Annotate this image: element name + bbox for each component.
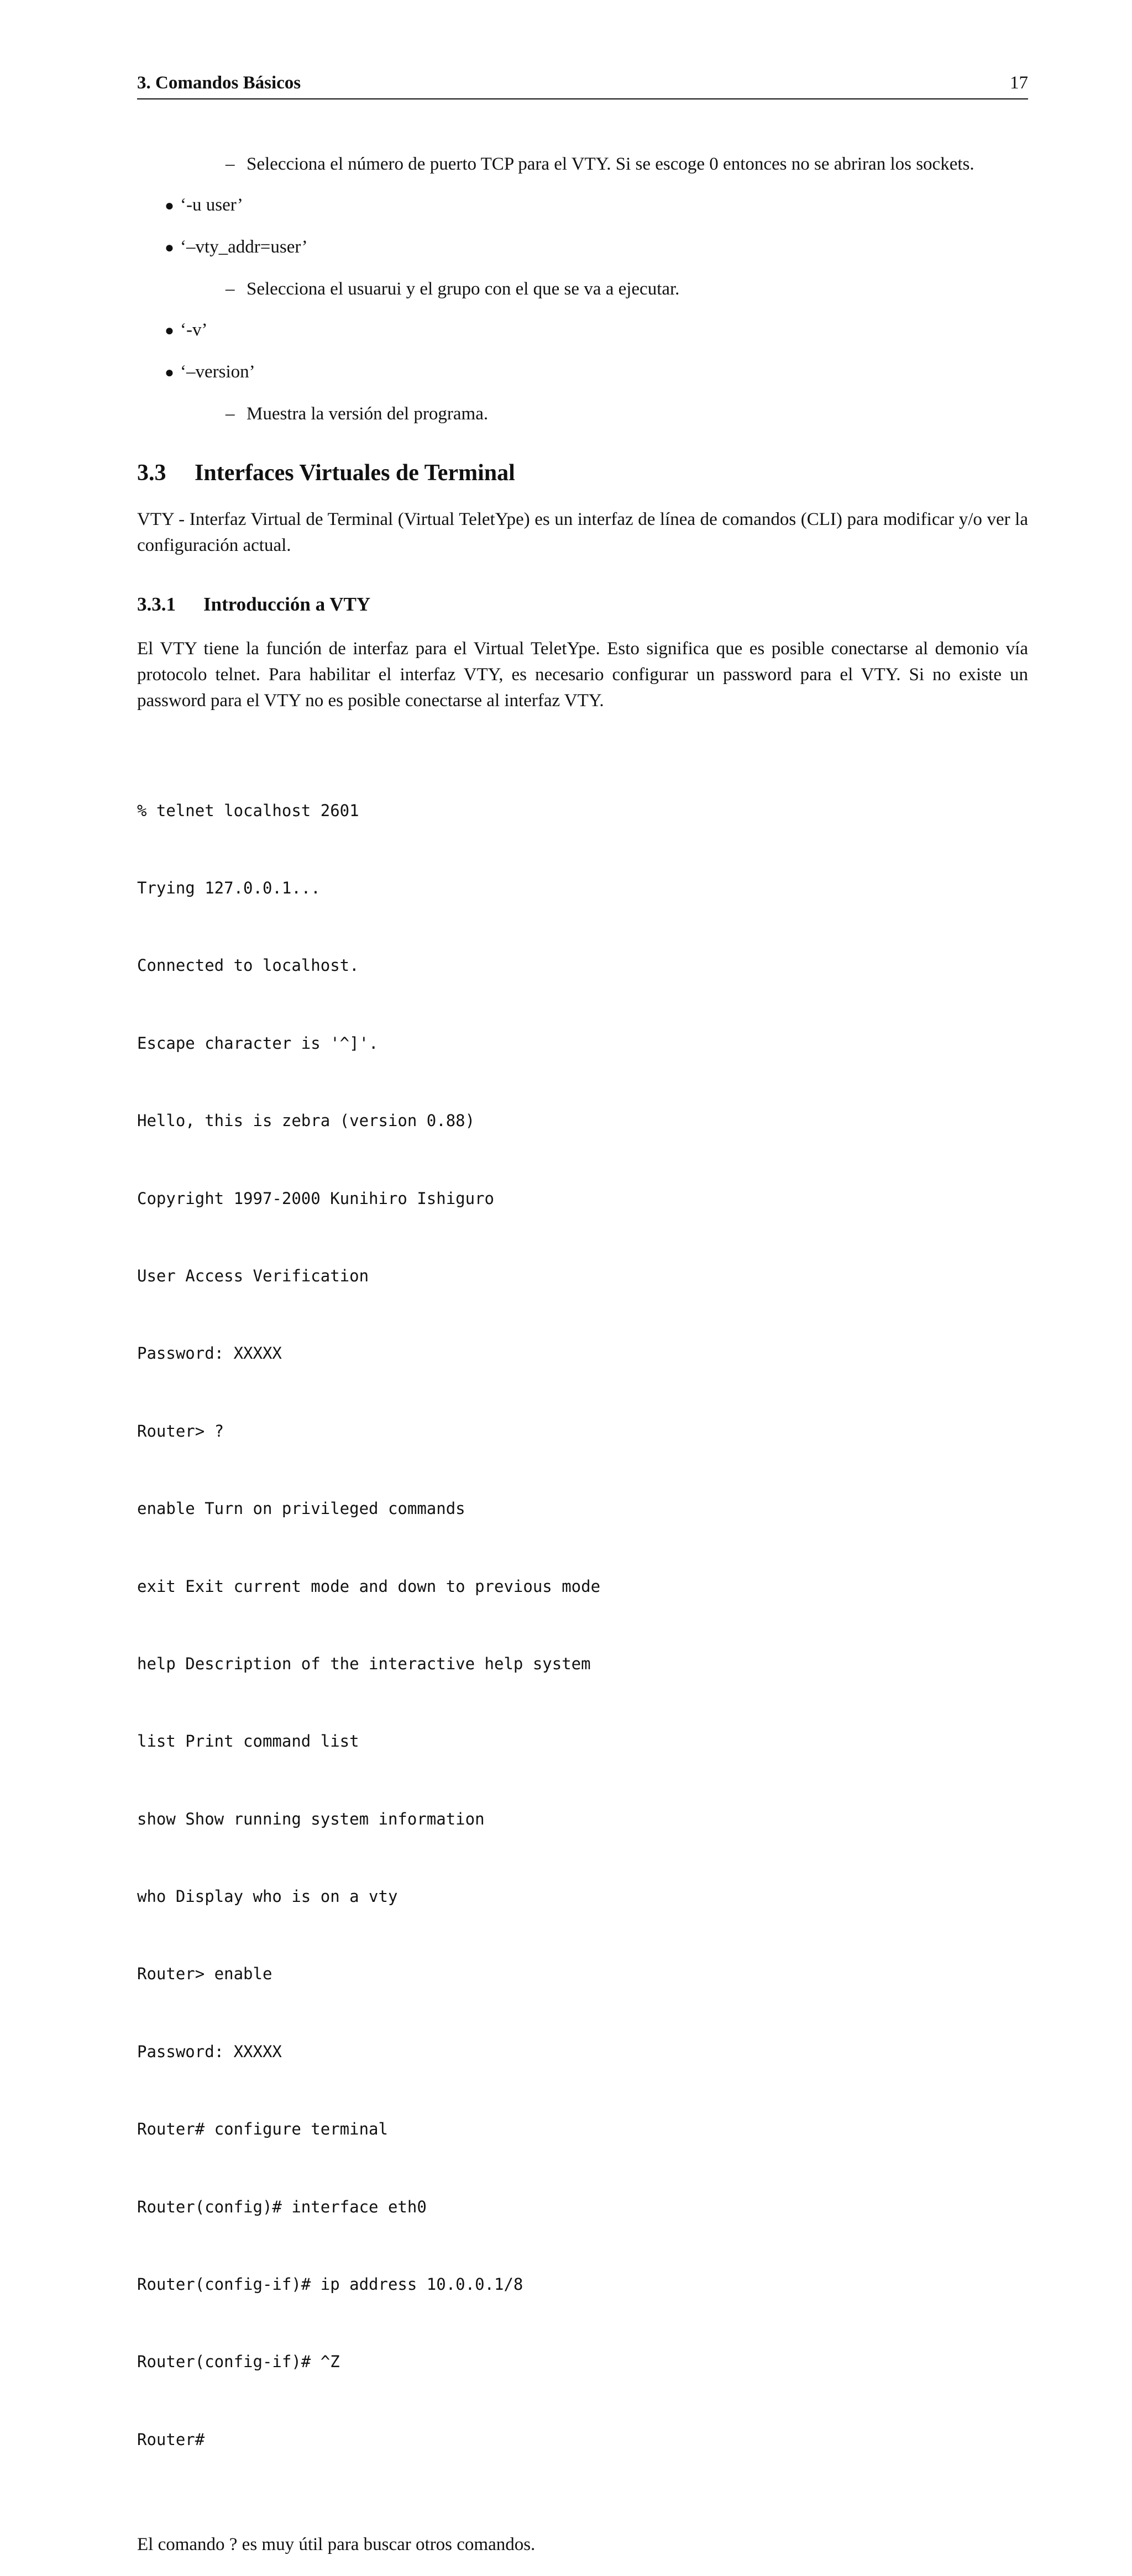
option-item	[165, 318, 1028, 343]
code-line: help Description of the interactive help system	[137, 1654, 591, 1673]
code-line: Hello, this is zebra (version 0.88)	[137, 1111, 475, 1131]
dash-marker: –	[226, 154, 235, 174]
option-item	[165, 235, 1028, 260]
section-paragraph: VTY - Interfaz Virtual de Terminal (Virtual TeletYpe) es un interfaz de línea de comandos (CLI) para modificar y/o ver la configuración actual.	[137, 509, 1028, 555]
code-line: list Print command list	[137, 1732, 359, 1751]
option-description	[226, 152, 1028, 176]
option-description	[226, 402, 1028, 426]
code-line: show Show running system information	[137, 1809, 485, 1828]
option-item	[165, 193, 1028, 218]
code-line: Trying 127.0.0.1...	[137, 878, 321, 897]
section-title: Interfaces Virtuales de Terminal	[195, 460, 515, 486]
code-line: Router# configure terminal	[137, 2120, 388, 2139]
page-number: 17	[1010, 73, 1028, 93]
option-flag: ‘-u user’	[180, 195, 243, 215]
code-line: who Display who is on a vty	[137, 1887, 398, 1906]
code-line: User Access Verification	[137, 1266, 369, 1285]
code-line: Copyright 1997-2000 Kunihiro Ishiguro	[137, 1189, 495, 1208]
code-line: Escape character is '^]'.	[137, 1033, 379, 1053]
section-number: 3.3	[137, 460, 166, 486]
bullet-icon: ●	[165, 322, 174, 339]
code-line: Router> enable	[137, 1964, 272, 1984]
option-description	[226, 277, 1028, 301]
subsection-paragraph: El VTY tiene la función de interfaz para el Virtual TeletYpe. Esto significa que es posible conectarse al demonio vía protocolo telnet. Para habilitar el interfaz VTY, es necesario configurar un password para el VTY. Si no existe un password para el VTY no es posible conectarse al interfaz VTY.	[137, 639, 1028, 711]
code-line: Router(config-if)# ^Z	[137, 2352, 340, 2372]
code-line: exit Exit current mode and down to previous mode	[137, 1576, 601, 1596]
option-flag: ‘–version’	[180, 362, 255, 382]
section-heading	[137, 458, 1028, 488]
code-line: Router> ?	[137, 1421, 224, 1441]
dash-marker: –	[226, 279, 235, 299]
closing-paragraph: El comando ? es muy útil para buscar otros comandos.	[137, 2535, 536, 2555]
code-line: Router(config)# interface eth0	[137, 2197, 427, 2216]
bullet-icon: ●	[165, 364, 174, 381]
code-line: Password: XXXXX	[137, 1344, 282, 1363]
chapter-title: 3. Comandos Básicos	[137, 73, 301, 93]
code-line: enable Turn on privileged commands	[137, 1499, 465, 1518]
document-page	[137, 71, 1028, 2576]
bullet-icon: ●	[165, 197, 174, 214]
subsection-title: Introducción a VTY	[203, 593, 371, 615]
code-line: Password: XXXXX	[137, 2042, 282, 2061]
code-line: Router#	[137, 2430, 205, 2449]
subsection-number: 3.3.1	[137, 593, 176, 615]
options-list	[137, 152, 1028, 426]
option-description-text: Muestra la versión del programa.	[247, 404, 489, 424]
option-item	[165, 360, 1028, 385]
code-line: % telnet localhost 2601	[137, 801, 359, 820]
option-description-text: Selecciona el usuarui y el grupo con el que se va a ejecutar.	[247, 279, 680, 299]
code-line: Router(config-if)# ip address 10.0.0.1/8	[137, 2275, 523, 2294]
terminal-session-code	[137, 746, 1028, 2504]
running-header	[137, 71, 1028, 99]
dash-marker: –	[226, 404, 235, 424]
bullet-icon: ●	[165, 239, 174, 256]
option-flag: ‘–vty_addr=user’	[180, 237, 308, 257]
subsection-heading	[137, 592, 1028, 617]
option-flag: ‘-v’	[180, 320, 208, 340]
option-description-text: Selecciona el número de puerto TCP para el VTY. Si se escoge 0 entonces no se abriran los sockets.	[247, 154, 974, 174]
code-line: Connected to localhost.	[137, 956, 359, 975]
